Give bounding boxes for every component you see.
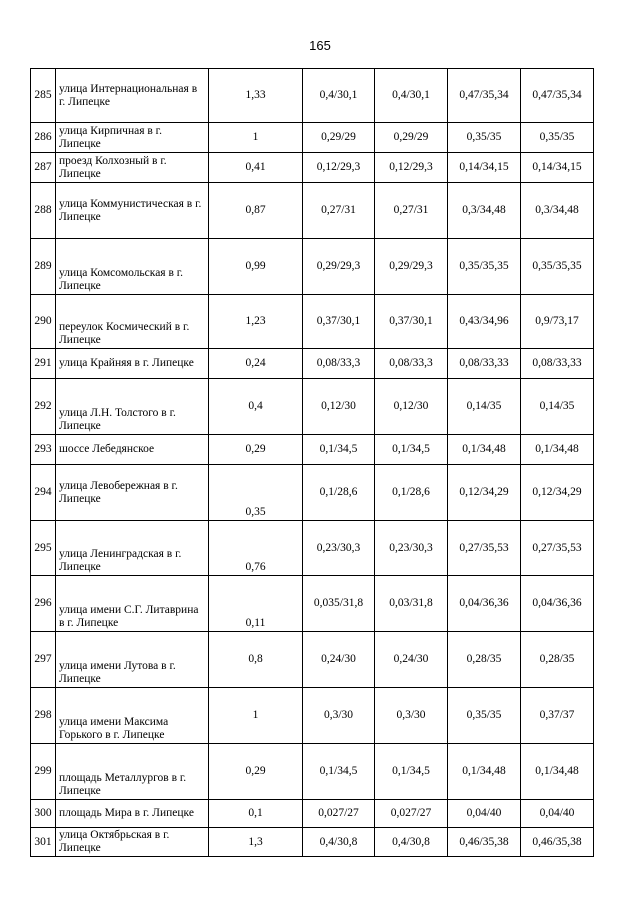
row-number: 290 <box>31 295 56 349</box>
road-name: шоссе Лебедянское <box>56 435 209 465</box>
value-cell: 0,08/33,3 <box>303 349 375 379</box>
value-cell: 0,37/30,1 <box>303 295 375 349</box>
road-name: улица имени Максима Горького в г. Липецке <box>56 688 209 744</box>
value-cell: 0,027/27 <box>303 800 375 828</box>
value-cell: 0,37/37 <box>521 688 594 744</box>
road-length: 0,87 <box>209 183 303 239</box>
value-cell: 0,04/40 <box>448 800 521 828</box>
value-cell: 0,27/35,53 <box>521 521 594 576</box>
road-length: 0,1 <box>209 800 303 828</box>
value-cell: 0,1/34,5 <box>375 435 448 465</box>
row-number: 286 <box>31 123 56 153</box>
value-cell: 0,27/35,53 <box>448 521 521 576</box>
row-number: 298 <box>31 688 56 744</box>
road-length: 0,29 <box>209 435 303 465</box>
road-length: 0,99 <box>209 239 303 295</box>
page-number: 165 <box>309 38 331 53</box>
value-cell: 0,24/30 <box>303 632 375 688</box>
value-cell: 0,12/30 <box>303 379 375 435</box>
road-name: улица Интернациональная в г. Липецке <box>56 69 209 123</box>
table-row <box>31 295 594 349</box>
roads-table <box>30 68 594 857</box>
value-cell: 0,08/33,33 <box>521 349 594 379</box>
table-row <box>31 349 594 379</box>
table-row <box>31 435 594 465</box>
value-cell: 0,03/31,8 <box>375 576 448 632</box>
road-name: улица Октябрьская в г. Липецке <box>56 828 209 857</box>
road-name: улица Комсомольская в г. Липецке <box>56 239 209 295</box>
value-cell: 0,24/30 <box>375 632 448 688</box>
table-row <box>31 800 594 828</box>
row-number: 301 <box>31 828 56 857</box>
road-length: 0,35 <box>209 465 303 521</box>
value-cell: 0,35/35,35 <box>521 239 594 295</box>
value-cell: 0,3/30 <box>303 688 375 744</box>
value-cell: 0,29/29,3 <box>303 239 375 295</box>
value-cell: 0,3/34,48 <box>448 183 521 239</box>
value-cell: 0,027/27 <box>375 800 448 828</box>
value-cell: 0,1/34,48 <box>448 435 521 465</box>
row-number: 299 <box>31 744 56 800</box>
value-cell: 0,1/34,5 <box>375 744 448 800</box>
value-cell: 0,35/35 <box>521 123 594 153</box>
row-number: 288 <box>31 183 56 239</box>
road-length: 0,8 <box>209 632 303 688</box>
value-cell: 0,14/34,15 <box>521 153 594 183</box>
row-number: 297 <box>31 632 56 688</box>
value-cell: 0,04/40 <box>521 800 594 828</box>
table-row <box>31 153 594 183</box>
value-cell: 0,1/34,48 <box>521 744 594 800</box>
value-cell: 0,1/28,6 <box>375 465 448 521</box>
value-cell: 0,08/33,3 <box>375 349 448 379</box>
table-row <box>31 521 594 576</box>
value-cell: 0,04/36,36 <box>448 576 521 632</box>
road-length: 1 <box>209 688 303 744</box>
value-cell: 0,47/35,34 <box>521 69 594 123</box>
value-cell: 0,3/34,48 <box>521 183 594 239</box>
value-cell: 0,28/35 <box>521 632 594 688</box>
value-cell: 0,1/34,5 <box>303 744 375 800</box>
value-cell: 0,04/36,36 <box>521 576 594 632</box>
value-cell: 0,46/35,38 <box>448 828 521 857</box>
value-cell: 0,28/35 <box>448 632 521 688</box>
value-cell: 0,4/30,1 <box>303 69 375 123</box>
row-number: 292 <box>31 379 56 435</box>
table-row <box>31 123 594 153</box>
value-cell: 0,1/28,6 <box>303 465 375 521</box>
row-number: 289 <box>31 239 56 295</box>
road-name: переулок Космический в г. Липецке <box>56 295 209 349</box>
value-cell: 0,035/31,8 <box>303 576 375 632</box>
value-cell: 0,12/34,29 <box>521 465 594 521</box>
road-name: проезд Колхозный в г. Липецке <box>56 153 209 183</box>
value-cell: 0,29/29 <box>303 123 375 153</box>
value-cell: 0,9/73,17 <box>521 295 594 349</box>
value-cell: 0,12/34,29 <box>448 465 521 521</box>
value-cell: 0,08/33,33 <box>448 349 521 379</box>
value-cell: 0,1/34,48 <box>448 744 521 800</box>
table-row <box>31 828 594 857</box>
value-cell: 0,14/35 <box>521 379 594 435</box>
road-length: 0,41 <box>209 153 303 183</box>
row-number: 294 <box>31 465 56 521</box>
road-name: улица Коммунистическая в г. Липецке <box>56 183 209 239</box>
road-name: улица Ленинградская в г. Липецке <box>56 521 209 576</box>
road-length: 0,29 <box>209 744 303 800</box>
road-name: улица имени С.Г. Литаврина в г. Липецке <box>56 576 209 632</box>
value-cell: 0,23/30,3 <box>375 521 448 576</box>
road-name: улица Левобережная в г. Липецке <box>56 465 209 521</box>
value-cell: 0,27/31 <box>303 183 375 239</box>
value-cell: 0,1/34,5 <box>303 435 375 465</box>
row-number: 287 <box>31 153 56 183</box>
road-length: 1,33 <box>209 69 303 123</box>
table-row <box>31 69 594 123</box>
road-length: 0,4 <box>209 379 303 435</box>
value-cell: 0,37/30,1 <box>375 295 448 349</box>
road-name: улица Крайняя в г. Липецке <box>56 349 209 379</box>
value-cell: 0,14/34,15 <box>448 153 521 183</box>
road-length: 0,24 <box>209 349 303 379</box>
value-cell: 0,23/30,3 <box>303 521 375 576</box>
value-cell: 0,27/31 <box>375 183 448 239</box>
road-length: 1 <box>209 123 303 153</box>
value-cell: 0,35/35 <box>448 688 521 744</box>
value-cell: 0,43/34,96 <box>448 295 521 349</box>
value-cell: 0,29/29,3 <box>375 239 448 295</box>
table-row <box>31 632 594 688</box>
value-cell: 0,4/30,1 <box>375 69 448 123</box>
row-number: 295 <box>31 521 56 576</box>
row-number: 285 <box>31 69 56 123</box>
value-cell: 0,4/30,8 <box>375 828 448 857</box>
road-length: 0,76 <box>209 521 303 576</box>
value-cell: 0,3/30 <box>375 688 448 744</box>
road-name: площадь Металлургов в г. Липецке <box>56 744 209 800</box>
value-cell: 0,12/30 <box>375 379 448 435</box>
road-length: 1,3 <box>209 828 303 857</box>
value-cell: 0,12/29,3 <box>375 153 448 183</box>
value-cell: 0,35/35,35 <box>448 239 521 295</box>
table-row <box>31 465 594 521</box>
road-name: улица имени Лутова в г. Липецке <box>56 632 209 688</box>
row-number: 300 <box>31 800 56 828</box>
table-row <box>31 239 594 295</box>
row-number: 296 <box>31 576 56 632</box>
table-row <box>31 183 594 239</box>
table-row <box>31 576 594 632</box>
value-cell: 0,1/34,48 <box>521 435 594 465</box>
value-cell: 0,47/35,34 <box>448 69 521 123</box>
row-number: 291 <box>31 349 56 379</box>
table-row <box>31 688 594 744</box>
table-row <box>31 744 594 800</box>
value-cell: 0,4/30,8 <box>303 828 375 857</box>
value-cell: 0,29/29 <box>375 123 448 153</box>
road-name: улица Л.Н. Толстого в г. Липецке <box>56 379 209 435</box>
value-cell: 0,12/29,3 <box>303 153 375 183</box>
value-cell: 0,35/35 <box>448 123 521 153</box>
road-name: улица Кирпичная в г. Липецке <box>56 123 209 153</box>
road-length: 1,23 <box>209 295 303 349</box>
value-cell: 0,46/35,38 <box>521 828 594 857</box>
row-number: 293 <box>31 435 56 465</box>
road-length: 0,11 <box>209 576 303 632</box>
table-row <box>31 379 594 435</box>
road-name: площадь Мира в г. Липецке <box>56 800 209 828</box>
value-cell: 0,14/35 <box>448 379 521 435</box>
